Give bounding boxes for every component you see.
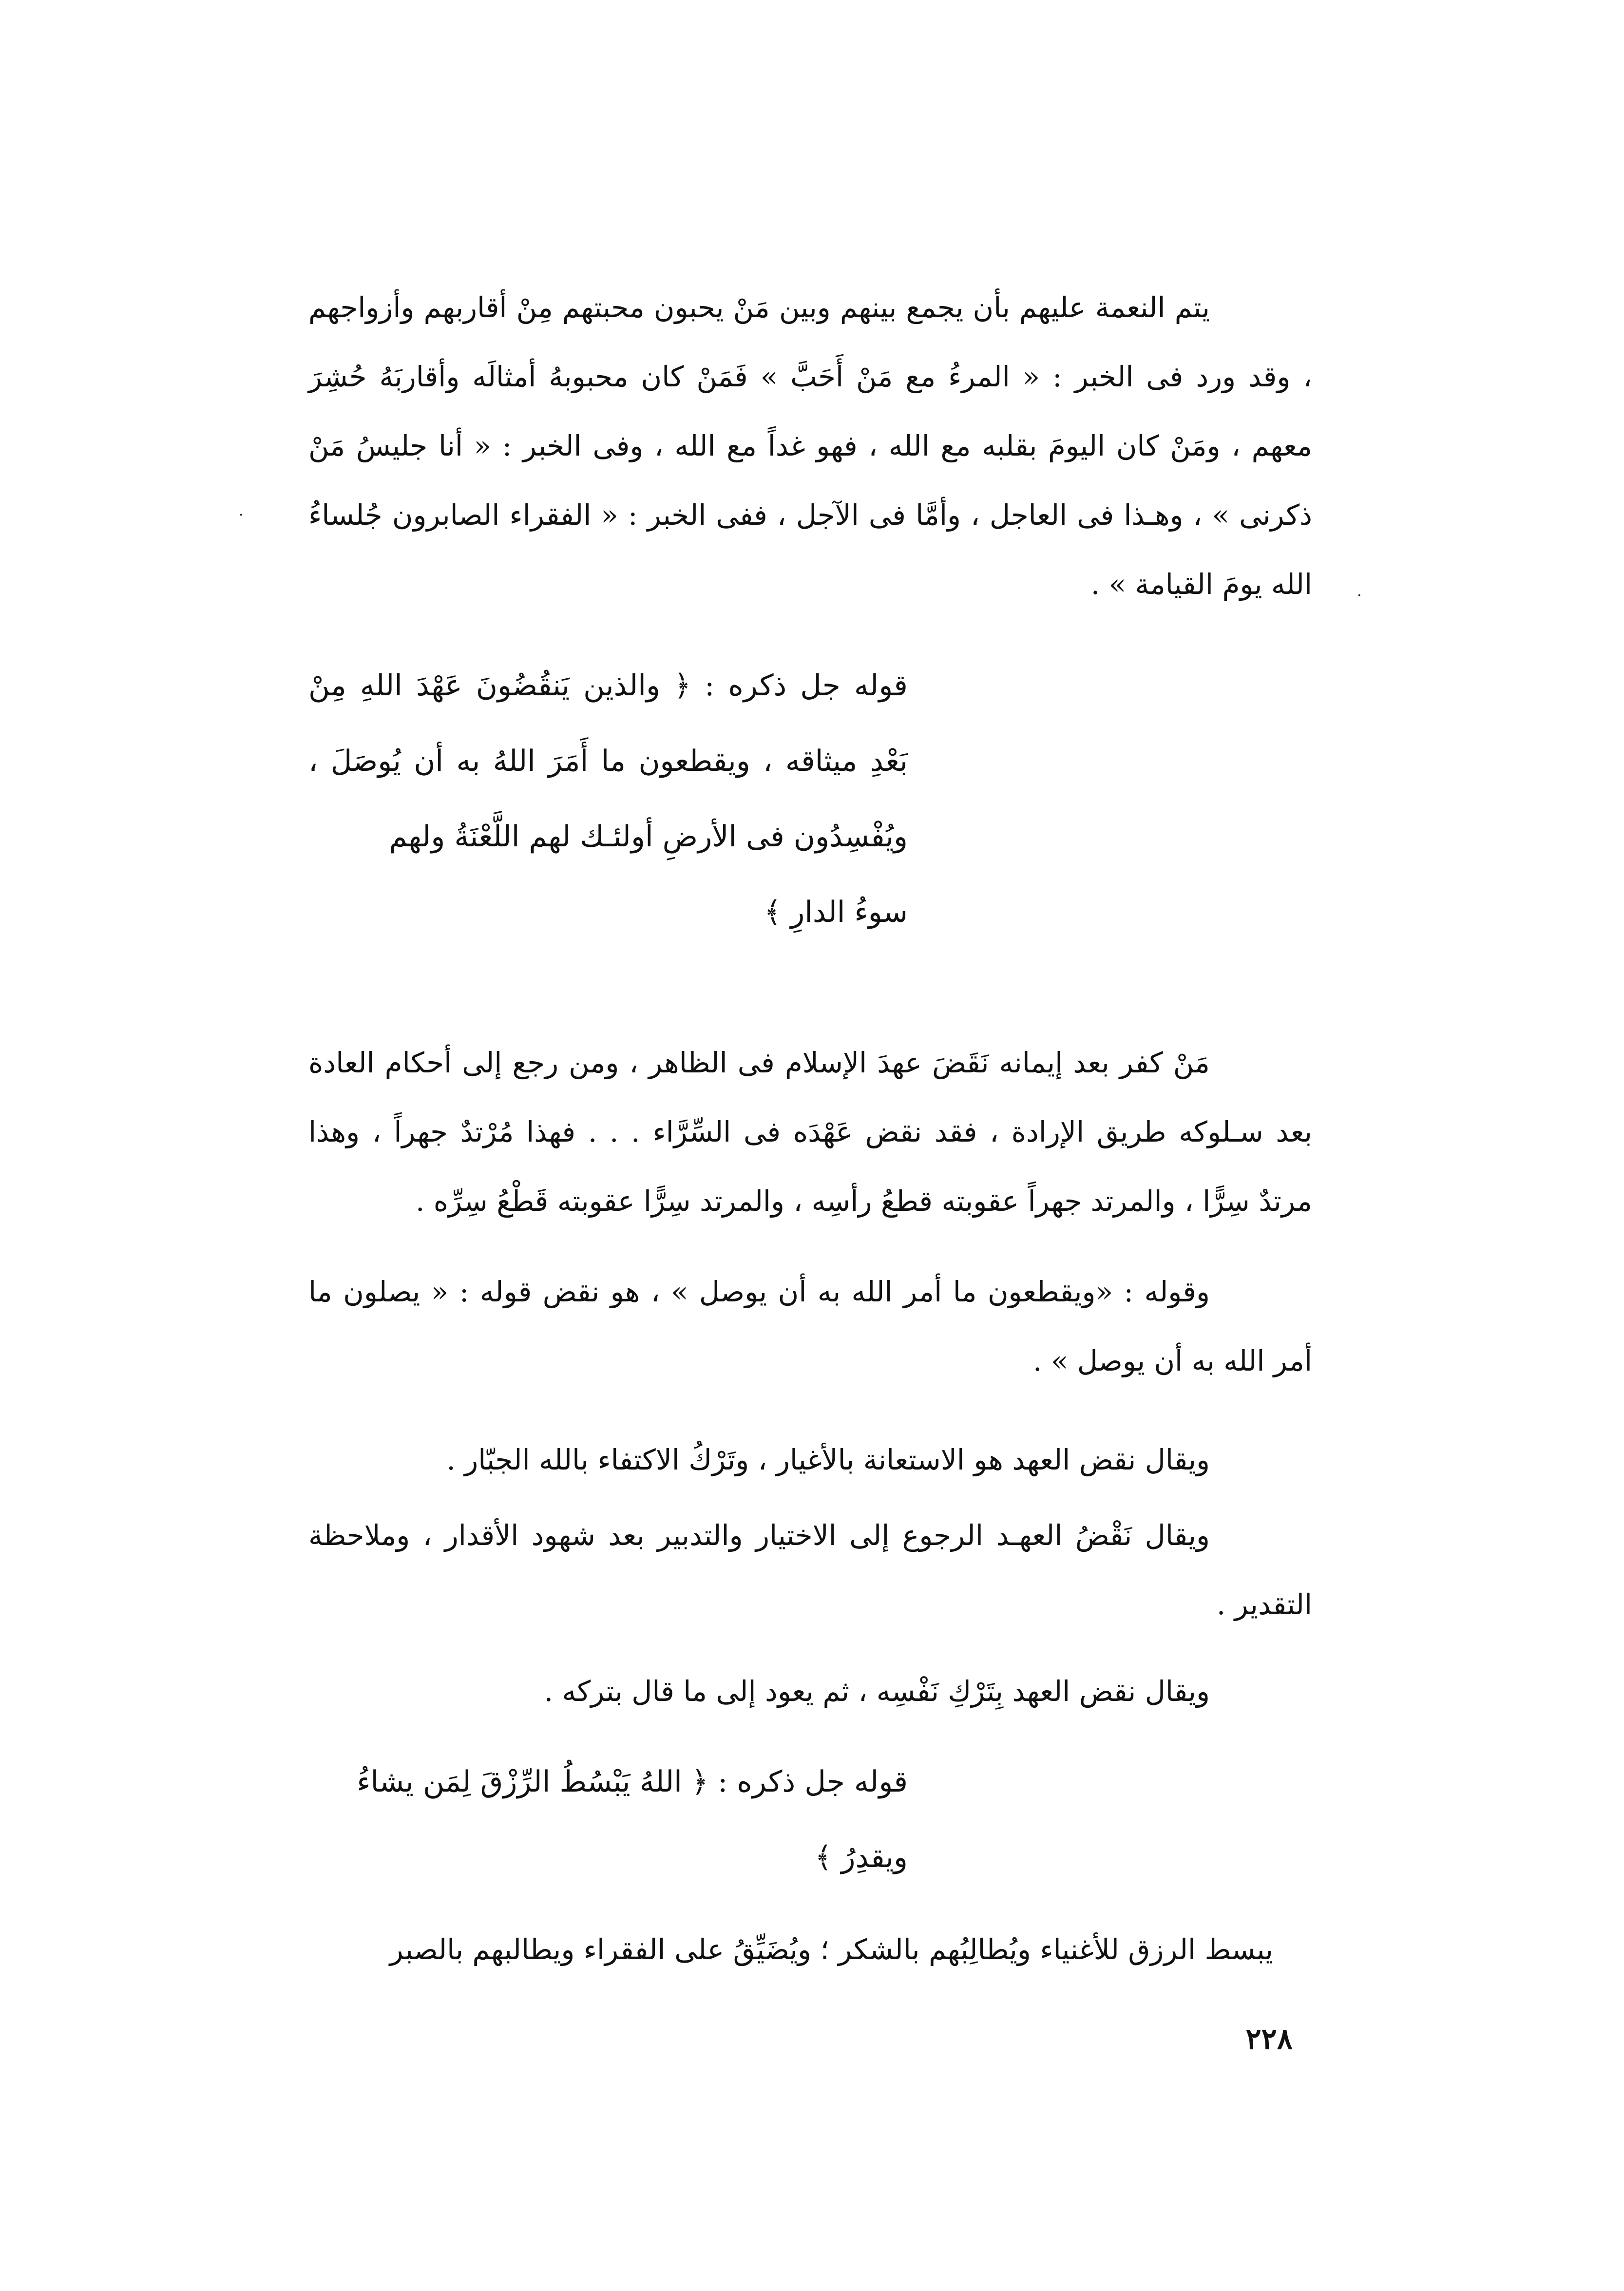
paragraph-1: يتم النعمة عليهم بأن يجمع بينهم وبين مَنْ يحبون محبتهم مِنْ أقاربهم وأزواجهم ، وقد ورد فى الخبر : « المرءُ مع مَنْ أَحَبَّ » فَمَنْ كان محبوبهُ أمثالَه وأقاربَهُ حُشِرَ معهم ، ومَنْ كان اليومَ بقلبه مع الله ، فهو غداً مع الله ، وفى الخبر : « أنا جليسُ مَنْ ذكرنى » ، وهـذا فى العاجل ، وأمَّا فى الآجل ، ففى الخبر : « الفقراء الصابرون جُلساءُ الله يومَ القيامة » . (308, 291, 1313, 601)
paragraph-7: يبسط الرزق للأغنياء ويُطالِبُهم بالشكر ؛ ويُضَيِّقُ على الفقراء ويطالبهم بالصبر (389, 1933, 1273, 1966)
page-number: ٢٢٨ (1245, 2022, 1293, 2056)
verse-2-text: قوله جل ذكره : ﴿ اللهُ يَبْسُطُ الرِّزْقَ لِمَن يشاءُ (357, 1765, 908, 1799)
paragraph-4: ويقال نقض العهد هو الاستعانة بالأغيار ، وتَرْكُ الاكتفاء بالله الجبّار . (446, 1443, 1210, 1476)
verse-2-end: ويقدِرُ ﴾ (815, 1840, 908, 1874)
scan-speck: · (1357, 587, 1362, 604)
scan-speck: · (239, 507, 244, 524)
paragraph-6: ويقال نقض العهد بِتَرْكِ نَفْسِه ، ثم يعود إلى ما قال بتركه . (544, 1675, 1210, 1708)
verse-1-text: قوله جل ذكره : ﴿ والذين يَنقُضُونَ عَهْدَ اللهِ مِنْ بَعْدِ ميثاقه ، ويقطعون ما أَمَرَ اللهُ به أن يُوصَلَ ، ويُفْسِدُون فى الأرضِ أولئـك لهم اللَّعْنَةُ ولهم (308, 668, 908, 854)
verse-1-end: سوءُ الدارِ ﴾ (764, 895, 908, 929)
paragraph-3: وقوله : «ويقطعون ما أمر الله به أن يوصل » ، هو نقض قوله : « يصلون ما أمر الله به أن يوصل » . (308, 1275, 1312, 1377)
paragraph-2: مَنْ كفر بعد إيمانه نَقَضَ عهدَ الإسلام فى الظاهر ، ومن رجع إلى أحكام العادة بعد سـلوكه طريق الإرادة ، فقد نقض عَهْدَه فى السِّرَّاء . . . فهذا مُرْتدٌ جهراً ، وهذا مرتدٌ سِرًّا ، والمرتد جهراً عقوبته قطعُ رأسِه ، والمرتد سِرًّا عقوبته قَطْعُ سِرِّه . (308, 1046, 1312, 1218)
quran-verse-1 (308, 648, 908, 950)
quran-verse-2 (308, 1744, 908, 1895)
paragraph-5: ويقال نَقْضُ العهـد الرجوع إلى الاختيار والتدبير بعد شهود الأقدار ، وملاحظة التقدير . (308, 1519, 1312, 1621)
